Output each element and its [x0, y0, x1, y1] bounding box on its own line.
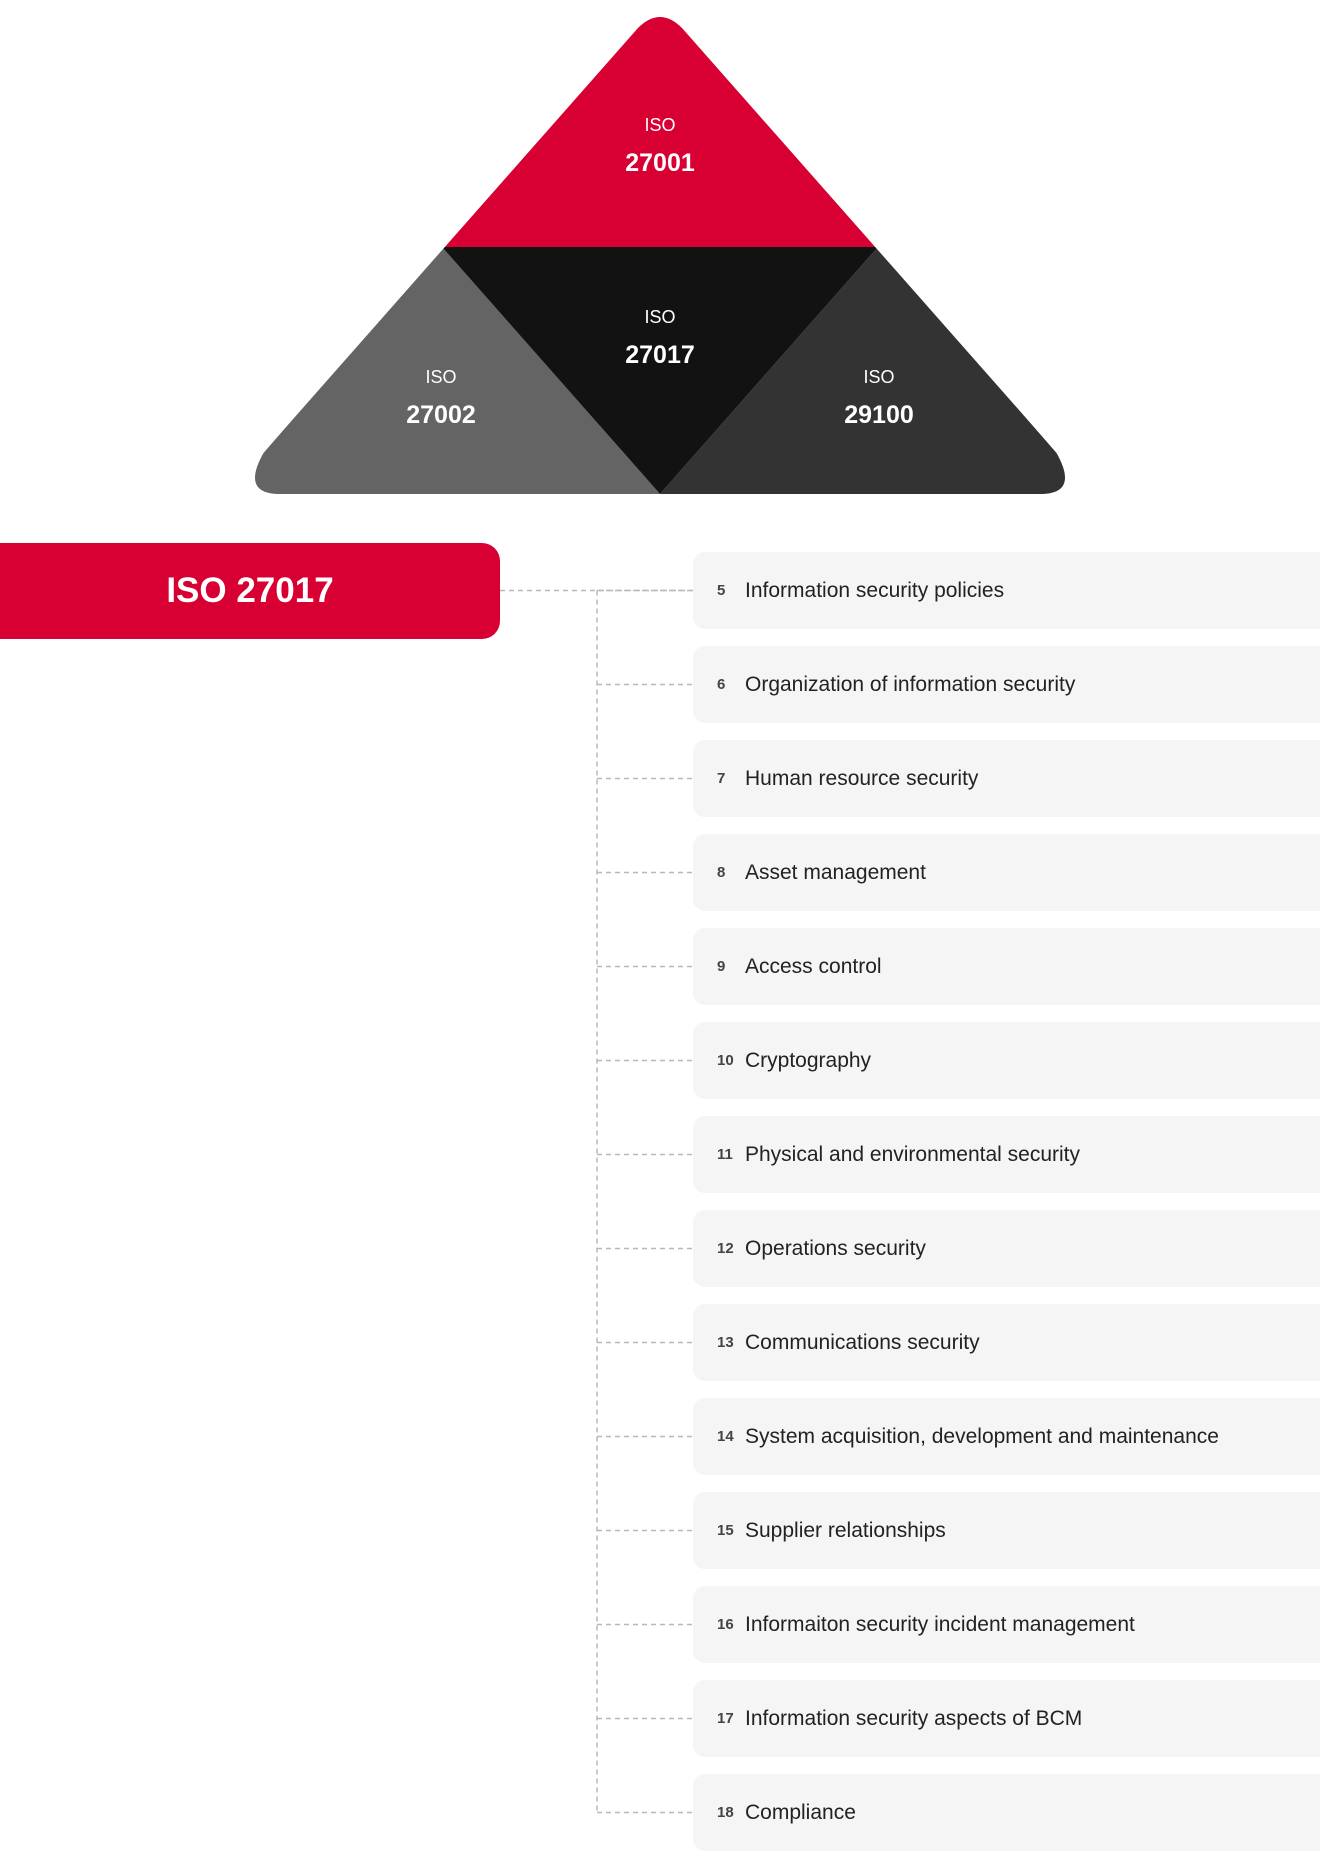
clause-number: 7	[717, 770, 726, 787]
clause-item	[693, 1210, 1320, 1287]
clause-title: Physical and environmental security	[745, 1142, 1080, 1166]
clause-number: 12	[717, 1240, 734, 1257]
pyramid-left-prefix: ISO	[425, 367, 457, 387]
clause-item	[693, 1398, 1320, 1475]
clause-number: 18	[717, 1804, 734, 1821]
pyramid-right-prefix: ISO	[863, 367, 895, 387]
clause-number: 17	[717, 1710, 734, 1727]
clause-number: 6	[717, 676, 726, 693]
clause-number: 8	[717, 864, 726, 881]
clause-number: 5	[717, 582, 726, 599]
clause-item	[693, 646, 1320, 723]
pyramid-right-number: 29100	[844, 401, 914, 429]
clause-number: 16	[717, 1616, 734, 1633]
clause-title: Supplier relationships	[745, 1518, 946, 1542]
clause-item	[693, 1680, 1320, 1757]
clause-item	[693, 1022, 1320, 1099]
clause-title: Cryptography	[745, 1048, 872, 1072]
clause-number: 10	[717, 1052, 734, 1069]
clause-title: Compliance	[745, 1800, 856, 1824]
clause-title: Communications security	[745, 1330, 980, 1354]
pyramid-top-number: 27001	[625, 149, 695, 177]
clause-number: 14	[717, 1428, 734, 1445]
clause-title: Human resource security	[745, 766, 979, 790]
clause-title: Operations security	[745, 1236, 926, 1260]
clause-item	[693, 740, 1320, 817]
clause-title: Organization of information security	[745, 672, 1076, 696]
clause-title: Information security policies	[745, 578, 1005, 602]
clause-item	[693, 1116, 1320, 1193]
pyramid-center-prefix: ISO	[644, 307, 676, 327]
clause-item	[693, 1492, 1320, 1569]
main-standard-label: ISO 27017	[166, 571, 334, 610]
clause-title: Asset management	[745, 860, 926, 884]
clause-item	[693, 1304, 1320, 1381]
clause-item	[693, 928, 1320, 1005]
pyramid-center-number: 27017	[625, 341, 695, 369]
clause-number: 11	[717, 1146, 733, 1163]
clause-number: 9	[717, 958, 726, 975]
clause-item	[693, 834, 1320, 911]
clause-title: Access control	[745, 954, 882, 978]
clause-item	[693, 1774, 1320, 1851]
clause-number: 15	[717, 1522, 734, 1539]
clause-number: 13	[717, 1334, 734, 1351]
clause-item	[693, 552, 1320, 629]
clause-title: Informaiton security incident management	[745, 1612, 1135, 1636]
clause-item	[693, 1586, 1320, 1663]
clause-title: System acquisition, development and maintenance	[745, 1424, 1219, 1448]
clause-title: Information security aspects of BCM	[745, 1706, 1083, 1730]
pyramid-top-prefix: ISO	[644, 115, 676, 135]
pyramid-left-number: 27002	[406, 401, 476, 429]
